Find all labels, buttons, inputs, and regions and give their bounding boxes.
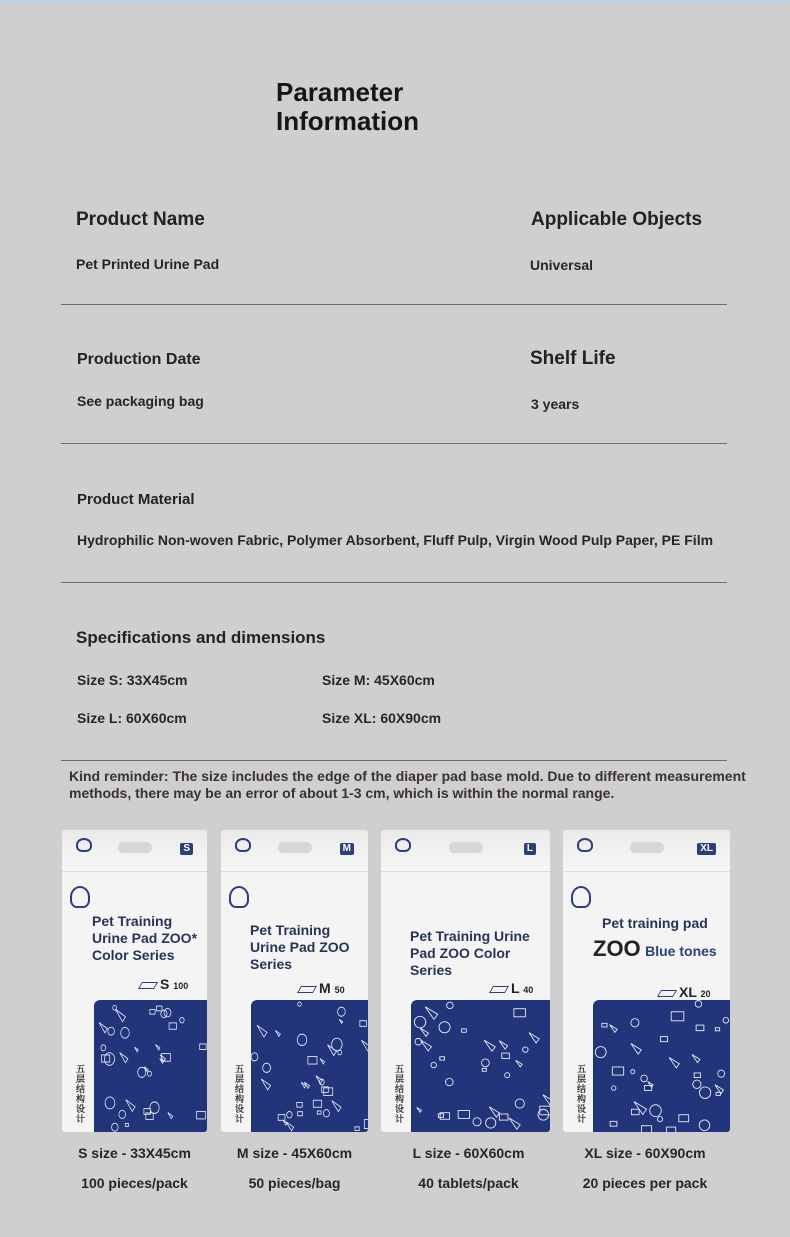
zoo-animal-doodle xyxy=(102,1055,110,1062)
production-date-label: Production Date xyxy=(77,351,201,368)
zoo-animal-doodle xyxy=(610,1121,617,1126)
zoo-animal-doodle xyxy=(414,1016,425,1028)
zoo-animal-doodle xyxy=(529,1033,539,1043)
brand-logo-icon xyxy=(395,838,411,852)
pack-size-mark: L 40 xyxy=(491,980,533,996)
zoo-animal-doodle xyxy=(499,1114,508,1120)
zoo-animal-doodle xyxy=(297,1102,302,1107)
zoo-animal-doodle xyxy=(105,1097,115,1109)
zoo-animal-doodle xyxy=(257,1025,267,1037)
zoo-animal-doodle xyxy=(669,1057,679,1067)
zoo-animal-doodle xyxy=(168,1113,173,1119)
zoo-animal-doodle xyxy=(113,1005,117,1010)
pack-s-size-caption: S size - 33X45cm xyxy=(78,1145,191,1161)
zoo-animal-doodle xyxy=(112,1123,118,1131)
zoo-animal-doodle xyxy=(278,1115,285,1121)
zoo-animal-doodle xyxy=(523,1047,528,1052)
product-pack-s xyxy=(62,830,207,1132)
zoo-animal-doodle xyxy=(261,1079,270,1090)
zoo-animal-doodle xyxy=(694,1073,700,1078)
pad-icon xyxy=(138,982,158,989)
zoo-animal-doodle xyxy=(716,1092,720,1095)
zoo-animal-doodle xyxy=(641,1075,648,1082)
zoo-animal-doodle xyxy=(482,1068,486,1071)
applicable-objects-label: Applicable Objects xyxy=(531,209,703,230)
zoo-animal-doodle xyxy=(180,1017,184,1022)
zoo-animal-doodle xyxy=(425,1007,438,1020)
zoo-pattern-art xyxy=(94,1000,207,1132)
pack-size-mark: M 50 xyxy=(299,980,345,996)
zoo-animal-doodle xyxy=(499,1041,507,1049)
zoo-animal-doodle xyxy=(612,1086,616,1090)
zoo-animal-doodle xyxy=(631,1109,639,1114)
zoo-animal-doodle xyxy=(515,1099,524,1108)
material-label: Product Material xyxy=(77,491,195,508)
size-tag: XL xyxy=(697,843,716,855)
pack-title: Pet Training Urine Pad ZOO Color Series xyxy=(410,928,530,978)
zoo-animal-doodle xyxy=(283,1120,287,1125)
zoo-animal-doodle xyxy=(275,1031,280,1037)
zoo-animal-doodle xyxy=(313,1100,321,1107)
zoo-animal-doodle xyxy=(484,1040,495,1051)
zoo-animal-doodle xyxy=(361,1040,368,1053)
zoo-animal-doodle xyxy=(287,1111,292,1117)
blue-tones-text: Blue tones xyxy=(645,943,717,959)
material-value: Hydrophilic Non-woven Fabric, Polymer Absorbent, Fluff Pulp, Virgin Wood Pulp Paper, PE Film xyxy=(77,532,714,548)
zoo-animal-doodle xyxy=(505,1073,510,1078)
pack-xl-size-caption: XL size - 60X90cm xyxy=(584,1145,706,1161)
pad-icon xyxy=(657,990,677,997)
zoo-animal-doodle xyxy=(509,1118,520,1129)
zoo-animal-doodle xyxy=(440,1057,445,1060)
zoo-animal-doodle xyxy=(320,1059,324,1064)
pack-vertical-text: 五层结构设计 xyxy=(235,1064,245,1124)
brand-logo-icon xyxy=(235,838,251,852)
zoo-animal-doodle xyxy=(144,1109,151,1115)
zoo-animal-doodle xyxy=(696,1025,704,1031)
zoo-animal-doodle xyxy=(543,1095,550,1105)
zoo-animal-doodle xyxy=(438,1114,443,1118)
brand-logo-icon xyxy=(577,838,593,852)
zoo-animal-doodle xyxy=(298,1112,303,1116)
zoo-animal-doodle xyxy=(99,1022,107,1032)
zoo-animal-doodle xyxy=(446,1078,454,1086)
zoo-animal-doodle xyxy=(263,1063,271,1072)
zoo-animal-doodle xyxy=(364,1119,368,1128)
zoo-animal-doodle xyxy=(692,1055,700,1063)
zoo-animal-doodle xyxy=(420,1028,428,1036)
kind-reminder: Kind reminder: The size includes the edge of the diaper pad base mold. Due to different measurement methods, there may be an error of about 1-3 cm, which is within the normal range. xyxy=(69,768,746,801)
zoo-animal-doodle xyxy=(156,1045,160,1050)
zoo-animal-doodle xyxy=(631,1070,635,1074)
pack-size-mark: XL 20 xyxy=(659,984,711,1000)
pack-l-size-caption: L size - 60X60cm xyxy=(412,1145,525,1161)
pack-title: Pet Training Urine Pad ZOO* Color Series xyxy=(92,913,198,963)
zoo-animal-doodle xyxy=(164,1008,171,1016)
zoo-animal-doodle xyxy=(101,1045,106,1051)
pack-title: Pet training pad xyxy=(602,915,708,931)
product-pack-xl xyxy=(563,830,730,1132)
pack-zoo-line xyxy=(593,936,717,962)
zoo-animal-doodle xyxy=(298,1002,302,1006)
spec-size-xl: Size XL: 60X90cm xyxy=(322,710,442,726)
zoo-animal-doodle xyxy=(121,1027,130,1038)
zoo-animal-doodle xyxy=(447,1002,453,1009)
product-pack-m xyxy=(221,830,368,1132)
zoo-animal-doodle xyxy=(514,1009,525,1017)
divider xyxy=(61,443,727,444)
zoo-animal-doodle xyxy=(634,1102,647,1115)
pad-icon xyxy=(489,986,509,993)
zoo-animal-doodle xyxy=(715,1028,719,1031)
pack-m-size-caption: M size - 45X60cm xyxy=(236,1145,353,1161)
zoo-animal-doodle xyxy=(339,1019,342,1023)
divider xyxy=(61,582,727,583)
zoo-animal-doodle xyxy=(420,1040,431,1051)
zoo-animal-doodle xyxy=(502,1053,510,1058)
zoo-animal-doodle xyxy=(119,1110,126,1118)
zoo-animal-doodle xyxy=(473,1118,481,1126)
zoo-animal-doodle xyxy=(308,1056,317,1064)
zoo-animal-doodle xyxy=(200,1044,206,1050)
zoo-animal-doodle xyxy=(415,1038,422,1045)
shelf-life-value: 3 years xyxy=(531,396,580,412)
zoo-pattern-art xyxy=(593,1000,730,1132)
pack-s-count-caption: 100 pieces/pack xyxy=(81,1175,188,1191)
zoo-animal-doodle xyxy=(699,1120,709,1131)
zoo-animal-doodle xyxy=(338,1050,342,1055)
applicable-objects-value: Universal xyxy=(530,257,594,273)
zoo-animal-doodle xyxy=(338,1007,346,1016)
zoo-animal-doodle xyxy=(516,1060,523,1067)
product-pack-l xyxy=(381,830,550,1132)
pack-vertical-text: 五层结构设计 xyxy=(76,1064,86,1124)
zoo-animal-doodle xyxy=(125,1124,128,1127)
zoo-animal-doodle xyxy=(156,1006,162,1011)
pack-l-count-caption: 40 tablets/pack xyxy=(418,1175,519,1191)
zoo-animal-doodle xyxy=(108,1027,115,1035)
zoo-animal-doodle xyxy=(197,1111,206,1119)
zoo-animal-doodle xyxy=(631,1019,639,1027)
zoo-animal-doodle xyxy=(602,1023,607,1027)
zoo-animal-doodle xyxy=(360,1021,367,1027)
zoo-pattern-art xyxy=(251,1000,368,1132)
zoo-animal-doodle xyxy=(150,1102,159,1114)
pad-icon xyxy=(297,986,317,993)
zoo-animal-doodle xyxy=(355,1127,359,1131)
zoo-animal-doodle xyxy=(482,1059,490,1067)
pack-size-mark: S 100 xyxy=(140,976,188,992)
zoo-animal-doodle xyxy=(126,1100,135,1112)
zoo-animal-doodle xyxy=(138,1067,146,1077)
zoo-animal-doodle xyxy=(595,1047,606,1058)
brand-logo-icon xyxy=(76,838,92,852)
zoo-animal-doodle xyxy=(439,1022,450,1033)
product-name-value: Pet Printed Urine Pad xyxy=(76,256,220,272)
zoo-animal-doodle xyxy=(120,1053,128,1063)
spec-size-m: Size M: 45X60cm xyxy=(322,672,435,688)
zoo-animal-doodle xyxy=(297,1034,307,1045)
zoo-animal-doodle xyxy=(317,1111,321,1114)
zoo-animal-doodle xyxy=(723,1017,729,1023)
pack-xl-count-caption: 20 pieces per pack xyxy=(582,1175,708,1191)
zoo-animal-doodle xyxy=(332,1101,341,1112)
zoo-animal-doodle xyxy=(660,1037,667,1042)
pack-vertical-text: 五层结构设计 xyxy=(577,1064,587,1124)
pack-m-count-caption: 50 pieces/bag xyxy=(248,1175,341,1191)
zoo-animal-doodle xyxy=(417,1107,422,1112)
zoo-animal-doodle xyxy=(486,1118,496,1128)
divider xyxy=(61,760,727,761)
zoo-animal-doodle xyxy=(169,1023,176,1029)
zoo-animal-doodle xyxy=(134,1047,138,1052)
zoo-animal-doodle xyxy=(650,1105,661,1117)
zoo-pattern-art xyxy=(411,1000,550,1132)
size-tag: S xyxy=(180,843,193,855)
zoo-animal-doodle xyxy=(251,1053,258,1061)
zoo-animal-doodle xyxy=(648,1082,654,1088)
zoo-animal-doodle xyxy=(699,1087,710,1099)
pack-vertical-text: 五层结构设计 xyxy=(395,1064,405,1124)
specs-heading: Specifications and dimensions xyxy=(76,628,326,647)
divider xyxy=(61,304,727,305)
brand-logo-icon xyxy=(571,886,591,908)
zoo-animal-doodle xyxy=(115,1009,125,1021)
zoo-animal-doodle xyxy=(462,1029,467,1032)
zoo-animal-doodle xyxy=(150,1010,155,1015)
zoo-animal-doodle xyxy=(641,1126,651,1132)
zoo-animal-doodle xyxy=(489,1107,499,1117)
spec-size-l: Size L: 60X60cm xyxy=(77,710,187,726)
zoo-animal-doodle xyxy=(718,1070,725,1077)
zoo-animal-doodle xyxy=(679,1115,689,1122)
top-accent-line xyxy=(0,0,790,2)
zoo-animal-doodle xyxy=(631,1044,641,1055)
size-tag: L xyxy=(524,843,536,855)
size-tag: M xyxy=(340,843,354,855)
zoo-animal-doodle xyxy=(458,1110,469,1118)
zoo-animal-doodle xyxy=(695,1001,701,1008)
page-title: Parameter Information xyxy=(276,77,419,136)
zoo-logo-text: ZOO xyxy=(593,936,641,961)
brand-logo-icon xyxy=(70,886,90,908)
zoo-animal-doodle xyxy=(323,1110,329,1117)
production-date-value: See packaging bag xyxy=(77,393,204,409)
zoo-animal-doodle xyxy=(610,1025,618,1033)
zoo-animal-doodle xyxy=(612,1067,623,1075)
zoo-animal-doodle xyxy=(431,1062,436,1068)
zoo-animal-doodle xyxy=(671,1012,684,1021)
product-name-label: Product Name xyxy=(76,209,205,230)
zoo-animal-doodle xyxy=(658,1117,663,1122)
zoo-animal-doodle xyxy=(693,1080,701,1088)
zoo-animal-doodle xyxy=(667,1127,676,1132)
spec-size-s: Size S: 33X45cm xyxy=(77,672,188,688)
zoo-animal-doodle xyxy=(147,1071,151,1076)
shelf-life-label: Shelf Life xyxy=(530,348,616,369)
brand-logo-icon xyxy=(229,886,249,908)
pack-title: Pet Training Urine Pad ZOO Series xyxy=(250,922,350,972)
